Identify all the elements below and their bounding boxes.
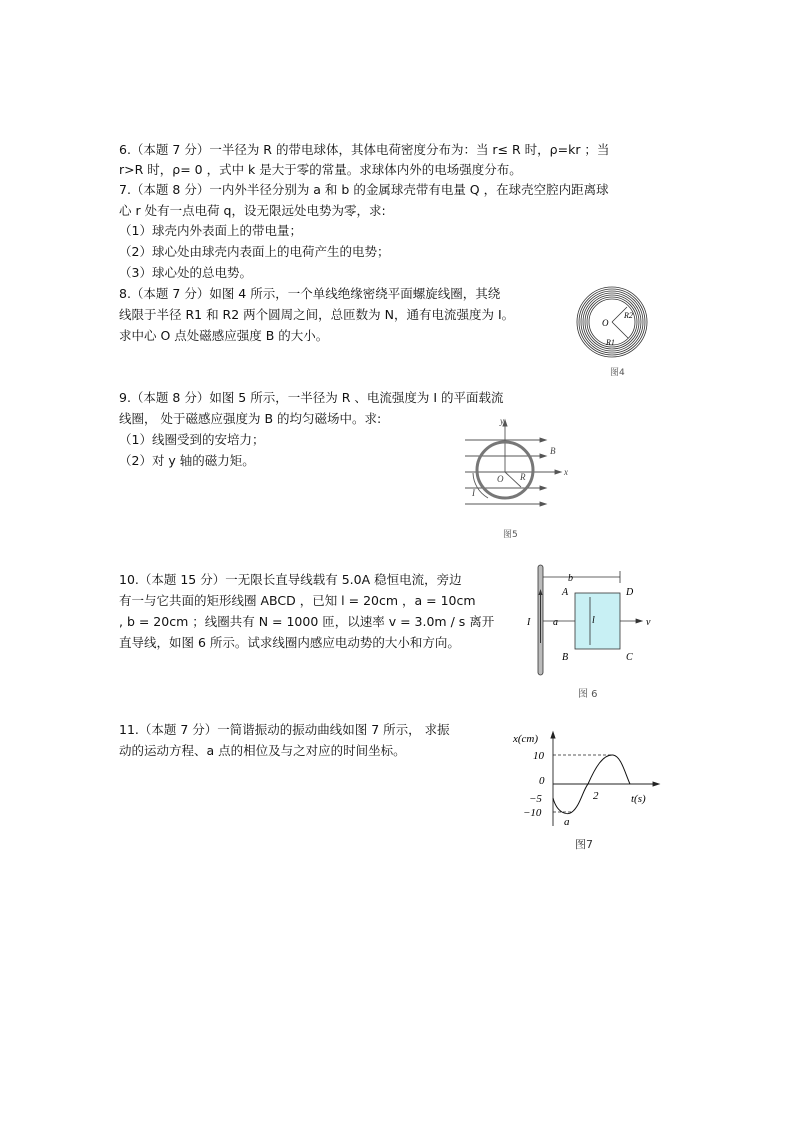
fig6-label-l: l <box>592 615 595 626</box>
figure-6-caption: 图 6 <box>578 689 598 700</box>
fig7-point-a: a <box>564 816 570 828</box>
fig5-label-b: B <box>550 446 556 456</box>
q6-line-2: r>R 时，ρ= 0 ，式中 k 是大于零的常量。求球体内外的电场强度分布。 <box>119 162 522 177</box>
q10-line-4: 直导线，如图 6 所示。试求线圈内感应电动势的大小和方向。 <box>119 635 460 650</box>
q8-line-2: 线限于半径 R1 和 R2 两个圆周之间，总匝数为 N，通有电流强度为 I。 <box>119 307 515 322</box>
fig7-tick-minus10: −10 <box>523 807 542 819</box>
fig5-label-i: I <box>472 488 475 498</box>
q6-line-1: 6.（本题 7 分）一半径为 R 的带电球体，其体电荷密度分布为：当 r≤ R 时，ρ=kr ；当 <box>119 142 610 157</box>
q8-line-3: 求中心 O 点处磁感应强度 B 的大小。 <box>119 328 329 343</box>
fig7-tick-10: 10 <box>533 750 544 762</box>
q7-line-1: 7.（本题 8 分）一内外半径分别为 a 和 b 的金属球壳带有电量 Q ，在球壳空腔内距离球 <box>119 182 609 197</box>
q9-item-2: （2）对 y 轴的磁力矩。 <box>119 453 255 468</box>
figure-4-spiral-coil <box>570 285 655 360</box>
fig4-label-r1: R1 <box>606 338 615 347</box>
fig6-label-d: D <box>626 587 634 598</box>
fig5-label-y: y <box>500 418 504 426</box>
fig7-tick-2: 2 <box>593 790 599 802</box>
figure-5-caption: 图5 <box>503 530 518 540</box>
fig5-label-o: O <box>497 474 504 484</box>
figure-6-wire-and-loop <box>520 563 660 680</box>
q10-line-3: , b = 20cm ；线圈共有 N = 1000 匝，以速率 v = 3.0m / s 离开 <box>119 614 495 629</box>
fig5-label-r: R <box>520 472 526 482</box>
fig7-tick-minus5: −5 <box>529 793 542 805</box>
fig4-label-r2: R2 <box>624 311 633 320</box>
fig6-label-b-corner: B <box>562 652 569 663</box>
fig6-label-b: b <box>568 573 573 584</box>
fig6-label-a-corner: A <box>562 587 569 598</box>
figure-4-caption: 图4 <box>610 368 625 378</box>
q7-item-2: （2）球心处由球壳内表面上的电荷产生的电势； <box>119 244 390 259</box>
q7-line-2: 心 r 处有一点电荷 q，设无限远处电势为零，求: <box>119 203 386 218</box>
q11-line-2: 动的运动方程、a 点的相位及与之对应的时间坐标。 <box>119 743 406 758</box>
q11-line-1: 11.（本题 7 分）一简谐振动的振动曲线如图 7 所示， 求振 <box>119 722 450 737</box>
fig6-label-a: a <box>553 617 558 628</box>
q9-line-1: 9.（本题 8 分）如图 5 所示，一半径为 R 、电流强度为 I 的平面载流 <box>119 390 504 405</box>
fig7-xlabel: t(s) <box>631 793 646 805</box>
q9-line-2: 线圈， 处于磁感应强度为 B 的均匀磁场中。求: <box>119 411 382 426</box>
fig4-label-o: O <box>602 318 609 328</box>
q10-line-1: 10.（本题 15 分）一无限长直导线载有 5.0A 稳恒电流，旁边 <box>119 572 462 587</box>
q7-item-3: （3）球心处的总电势。 <box>119 265 252 280</box>
fig6-label-v: v <box>646 617 651 628</box>
fig5-label-x: x <box>564 467 568 477</box>
figure-7-caption: 图7 <box>575 838 593 851</box>
fig6-label-i: I <box>527 617 531 628</box>
q7-item-1: （1）球壳内外表面上的带电量； <box>119 223 302 238</box>
figure-5-current-loop <box>460 418 580 508</box>
q8-line-1: 8.（本题 7 分）如图 4 所示，一个单线绝缘密绕平面螺旋线圈，其绕 <box>119 286 501 301</box>
q10-line-2: 有一与它共面的矩形线圈 ABCD ，已知 l = 20cm ，a = 10cm <box>119 593 476 608</box>
figure-7-oscillation-curve <box>505 728 665 828</box>
fig7-ylabel: x(cm) <box>513 733 539 745</box>
fig6-label-c: C <box>626 652 633 663</box>
fig7-tick-0: 0 <box>539 775 545 787</box>
q9-item-1: （1）线圈受到的安培力； <box>119 432 265 447</box>
